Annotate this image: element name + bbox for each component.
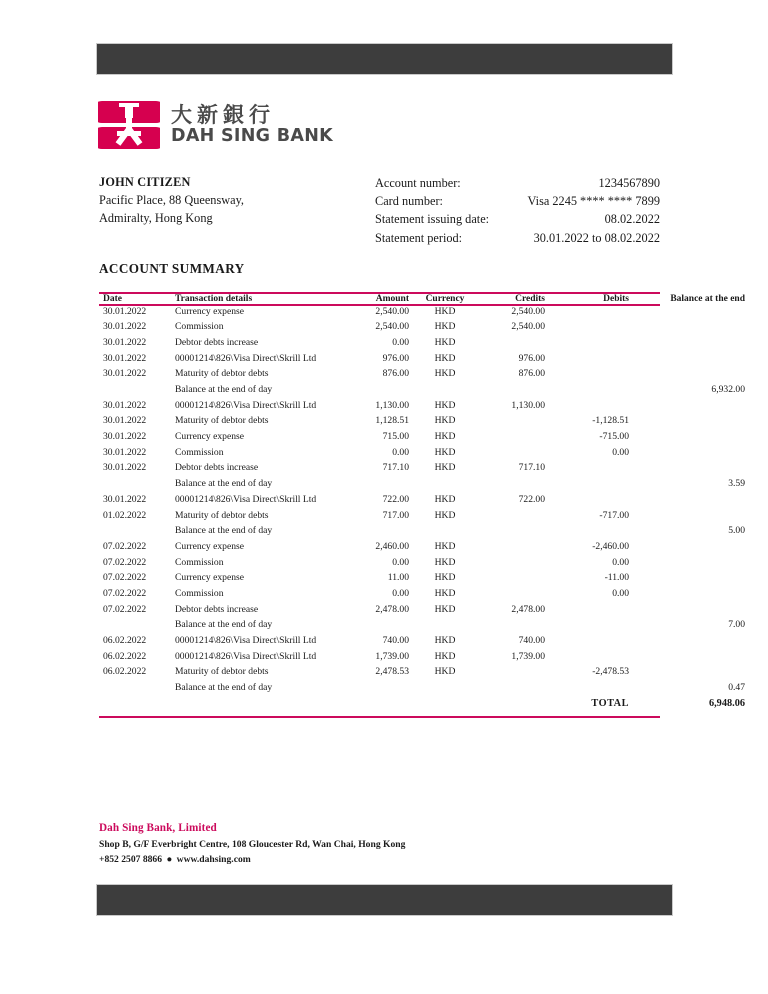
account-details-block — [375, 174, 660, 247]
section-title: ACCOUNT SUMMARY — [99, 261, 245, 276]
cell-date: 30.01.2022 — [103, 493, 147, 505]
cell-date: 07.02.2022 — [103, 556, 147, 568]
cell-details: Commission — [175, 556, 224, 568]
cell-date: 30.01.2022 — [103, 352, 147, 364]
cell-currency — [417, 478, 473, 494]
cell-date: 07.02.2022 — [103, 587, 147, 599]
account-detail-row — [375, 192, 660, 210]
cell-credits — [473, 510, 555, 526]
cell-details: Debtor debts increase — [175, 462, 259, 474]
cell-debits — [555, 368, 635, 384]
end-of-day-row — [99, 384, 747, 400]
cell-credits: 876.00 — [518, 368, 545, 380]
table-row — [99, 415, 747, 431]
cell-amount: 0.00 — [392, 587, 409, 599]
cell-date: 30.01.2022 — [103, 368, 147, 380]
cell-amount — [335, 525, 417, 541]
cell-currency: HKD — [434, 462, 456, 474]
cell-details: Balance at the end of day — [175, 384, 273, 396]
cell-credits — [473, 415, 555, 431]
cell-debits: 0.00 — [612, 556, 629, 568]
account-detail-row — [375, 174, 660, 192]
cell-currency: HKD — [434, 572, 456, 584]
cell-date: 30.01.2022 — [103, 462, 147, 474]
cell-details: 00001214\826\Visa Direct\Skrill Ltd — [175, 493, 317, 505]
cell-amount: 2,540.00 — [375, 321, 409, 333]
cell-debits — [555, 651, 635, 667]
table-bottom-rule — [99, 716, 660, 718]
cell-details: Debtor debts increase — [175, 336, 259, 348]
cell-balance — [635, 321, 747, 337]
column-header-details: Transaction details — [175, 294, 253, 305]
cell-credits — [473, 447, 555, 463]
cell-credits: 1,739.00 — [511, 650, 545, 662]
cell-date: 06.02.2022 — [103, 666, 147, 678]
top-decorative-bar — [97, 44, 672, 74]
bullet-separator-icon: ● — [166, 854, 173, 865]
cell-date: 30.01.2022 — [103, 336, 147, 348]
table-row — [99, 321, 747, 337]
total-label: TOTAL — [591, 697, 629, 709]
cell-balance — [635, 604, 747, 620]
cell-debits — [555, 478, 635, 494]
cell-balance — [635, 666, 747, 682]
cell-currency: HKD — [434, 666, 456, 678]
cell-credits: 1,130.00 — [511, 399, 545, 411]
table-row — [99, 666, 747, 682]
cell-currency: HKD — [434, 415, 456, 427]
account-detail-row — [375, 210, 660, 228]
customer-address-line-2: Admiralty, Hong Kong — [99, 211, 213, 226]
table-row — [99, 353, 747, 369]
cell-date: 06.02.2022 — [103, 650, 147, 662]
cell-credits: 722.00 — [518, 493, 545, 505]
cell-amount: 0.00 — [392, 336, 409, 348]
cell-amount: 1,739.00 — [375, 650, 409, 662]
column-header-currency: Currency — [425, 294, 465, 305]
footer-website[interactable]: www.dahsing.com — [176, 854, 251, 865]
cell-balance — [635, 572, 747, 588]
cell-details: Commission — [175, 321, 224, 333]
column-header-date: Date — [103, 294, 122, 305]
cell-debits: -1,128.51 — [592, 415, 629, 427]
cell-balance: 6,932.00 — [711, 384, 745, 396]
cell-amount: 740.00 — [382, 635, 409, 647]
cell-details: Balance at the end of day — [175, 478, 273, 490]
table-row — [99, 541, 747, 557]
cell-amount — [335, 478, 417, 494]
footer-contact — [99, 852, 405, 868]
cell-balance — [635, 353, 747, 369]
end-of-day-row — [99, 525, 747, 541]
cell-credits: 2,540.00 — [511, 321, 545, 333]
cell-balance — [635, 541, 747, 557]
cell-details: Debtor debts increase — [175, 603, 259, 615]
cell-debits — [555, 400, 635, 416]
cell-debits: 0.00 — [612, 446, 629, 458]
cell-amount: 722.00 — [382, 493, 409, 505]
cell-details: Currency expense — [175, 572, 244, 584]
table-row — [99, 588, 747, 604]
cell-currency: HKD — [434, 509, 456, 521]
cell-details: 00001214\826\Visa Direct\Skrill Ltd — [175, 650, 317, 662]
cell-debits — [555, 384, 635, 400]
cell-currency: HKD — [434, 603, 456, 615]
cell-debits: 0.00 — [612, 587, 629, 599]
cell-debits: -11.00 — [604, 572, 629, 584]
cell-debits: -2,478.53 — [592, 666, 629, 678]
total-spacer — [99, 698, 555, 716]
cell-amount — [335, 619, 417, 635]
cell-amount: 876.00 — [382, 368, 409, 380]
cell-date: 30.01.2022 — [103, 446, 147, 458]
cell-currency — [417, 525, 473, 541]
cell-credits: 2,478.00 — [511, 603, 545, 615]
transactions-table — [99, 294, 747, 304]
cell-balance — [635, 400, 747, 416]
customer-address-line-1: Pacific Place, 88 Queensway, — [99, 193, 245, 208]
cell-currency — [417, 619, 473, 635]
column-header-debits: Debits — [603, 294, 629, 305]
cell-credits — [473, 525, 555, 541]
cell-credits: 976.00 — [518, 352, 545, 364]
footer-phone: +852 2507 8866 — [99, 854, 163, 865]
account-detail-value: Visa 2245 **** **** 7899 — [527, 194, 660, 209]
cell-balance — [635, 368, 747, 384]
cell-amount: 0.00 — [392, 556, 409, 568]
cell-amount: 2,540.00 — [375, 305, 409, 317]
cell-date: 30.01.2022 — [103, 305, 147, 317]
cell-date — [99, 525, 161, 541]
table-row — [99, 651, 747, 667]
bank-logo — [98, 98, 333, 152]
cell-currency — [417, 384, 473, 400]
table-body — [99, 306, 747, 716]
cell-currency: HKD — [434, 540, 456, 552]
cell-currency: HKD — [434, 399, 456, 411]
cell-currency — [417, 682, 473, 698]
cell-balance: 7.00 — [728, 619, 745, 631]
cell-credits — [473, 337, 555, 353]
account-detail-value: 08.02.2022 — [604, 212, 660, 227]
end-of-day-row — [99, 619, 747, 635]
logo-name-cn: 大新銀行 — [171, 103, 275, 128]
cell-balance — [635, 462, 747, 478]
cell-credits: 740.00 — [518, 635, 545, 647]
cell-currency: HKD — [434, 587, 456, 599]
transactions-table-wrapper — [99, 292, 745, 718]
table-row — [99, 337, 747, 353]
cell-debits — [555, 525, 635, 541]
cell-amount: 715.00 — [382, 431, 409, 443]
table-row — [99, 604, 747, 620]
cell-debits — [555, 353, 635, 369]
cell-amount: 2,460.00 — [375, 540, 409, 552]
account-detail-label: Statement issuing date: — [375, 212, 490, 227]
cell-details: 00001214\826\Visa Direct\Skrill Ltd — [175, 635, 317, 647]
account-detail-row — [375, 229, 660, 247]
cell-balance — [635, 588, 747, 604]
transactions-table-body — [99, 306, 747, 716]
cell-balance — [635, 447, 747, 463]
cell-credits — [473, 572, 555, 588]
cell-credits: 2,540.00 — [511, 305, 545, 317]
logo-wordmark — [171, 104, 333, 145]
cell-credits — [473, 666, 555, 682]
cell-currency: HKD — [434, 368, 456, 380]
cell-credits: 717.10 — [518, 462, 545, 474]
table-row — [99, 431, 747, 447]
cell-currency: HKD — [434, 493, 456, 505]
footer-block — [99, 821, 405, 868]
cell-balance: 0.47 — [728, 682, 745, 694]
cell-credits — [473, 619, 555, 635]
account-detail-label: Statement period: — [375, 230, 463, 245]
cell-currency: HKD — [434, 446, 456, 458]
cell-currency: HKD — [434, 650, 456, 662]
cell-currency: HKD — [434, 321, 456, 333]
cell-balance — [635, 651, 747, 667]
cell-balance: 5.00 — [728, 525, 745, 537]
account-detail-label: Account number: — [375, 176, 461, 190]
cell-date — [99, 478, 161, 494]
cell-debits — [555, 619, 635, 635]
cell-credits — [473, 478, 555, 494]
table-row — [99, 494, 747, 510]
cell-amount: 2,478.00 — [375, 603, 409, 615]
footer-address: Shop B, G/F Everbright Centre, 108 Gloucester Rd, Wan Chai, Hong Kong — [99, 838, 406, 850]
cell-currency: HKD — [434, 305, 456, 317]
table-row — [99, 306, 747, 322]
total-value: 6,948.06 — [708, 697, 745, 709]
cell-details: Maturity of debtor debts — [175, 368, 269, 380]
cell-amount: 976.00 — [382, 352, 409, 364]
cell-date: 06.02.2022 — [103, 635, 147, 647]
cell-details: Maturity of debtor debts — [175, 509, 269, 521]
cell-amount: 1,130.00 — [375, 399, 409, 411]
cell-debits: -2,460.00 — [592, 540, 629, 552]
cell-credits — [473, 431, 555, 447]
table-row — [99, 447, 747, 463]
cell-currency: HKD — [434, 635, 456, 647]
cell-amount — [335, 384, 417, 400]
cell-debits: -717.00 — [599, 509, 629, 521]
cell-debits — [555, 462, 635, 478]
table-header-row — [99, 294, 747, 304]
cell-currency: HKD — [434, 431, 456, 443]
cell-credits — [473, 541, 555, 557]
cell-debits — [555, 306, 635, 322]
cell-date: 30.01.2022 — [103, 399, 147, 411]
table-row — [99, 400, 747, 416]
account-detail-value: 30.01.2022 to 08.02.2022 — [533, 230, 660, 245]
cell-details: Balance at the end of day — [175, 682, 273, 694]
cell-date — [99, 384, 161, 400]
table-head — [99, 294, 747, 304]
cell-balance — [635, 431, 747, 447]
cell-details: Balance at the end of day — [175, 619, 273, 631]
cell-details: Maturity of debtor debts — [175, 415, 269, 427]
table-row — [99, 368, 747, 384]
cell-debits — [555, 682, 635, 698]
table-row — [99, 557, 747, 573]
cell-balance — [635, 557, 747, 573]
cell-balance — [635, 510, 747, 526]
cell-currency: HKD — [434, 352, 456, 364]
cell-date: 30.01.2022 — [103, 415, 147, 427]
cell-credits — [473, 557, 555, 573]
cell-details: Commission — [175, 446, 224, 458]
cell-date: 01.02.2022 — [103, 509, 147, 521]
cell-amount: 1,128.51 — [375, 415, 409, 427]
cell-details: Commission — [175, 587, 224, 599]
cell-balance — [635, 635, 747, 651]
cell-amount: 2,478.53 — [375, 666, 409, 678]
cell-debits — [555, 337, 635, 353]
cell-credits — [473, 682, 555, 698]
cell-currency: HKD — [434, 556, 456, 568]
cell-amount: 717.10 — [382, 462, 409, 474]
cell-amount — [335, 682, 417, 698]
cell-debits — [555, 321, 635, 337]
cell-debits — [555, 635, 635, 651]
cell-debits — [555, 494, 635, 510]
customer-block — [99, 173, 244, 228]
cell-credits — [473, 588, 555, 604]
cell-date — [99, 682, 161, 698]
cell-date — [99, 619, 161, 635]
cell-balance — [635, 415, 747, 431]
cell-amount: 717.00 — [382, 509, 409, 521]
total-row — [99, 698, 747, 716]
logo-name-en: DAH SING BANK — [171, 126, 334, 147]
cell-date: 30.01.2022 — [103, 321, 147, 333]
cell-details: Currency expense — [175, 305, 244, 317]
cell-details: Maturity of debtor debts — [175, 666, 269, 678]
table-row — [99, 635, 747, 651]
cell-details: 00001214\826\Visa Direct\Skrill Ltd — [175, 399, 317, 411]
table-row — [99, 572, 747, 588]
footer-company-name: Dah Sing Bank, Limited — [99, 822, 217, 834]
cell-date: 07.02.2022 — [103, 603, 147, 615]
account-detail-value: 1234567890 — [598, 176, 660, 190]
cell-debits — [555, 604, 635, 620]
cell-balance — [635, 306, 747, 322]
column-header-balance: Balance at the end — [670, 294, 745, 305]
end-of-day-row — [99, 478, 747, 494]
table-row — [99, 462, 747, 478]
cell-details: Balance at the end of day — [175, 525, 273, 537]
cell-balance — [635, 337, 747, 353]
cell-amount: 0.00 — [392, 446, 409, 458]
cell-date: 07.02.2022 — [103, 540, 147, 552]
table-row — [99, 510, 747, 526]
dah-sing-logo-mark-icon — [98, 98, 160, 152]
cell-details: Currency expense — [175, 431, 244, 443]
cell-balance — [635, 494, 747, 510]
customer-name: JOHN CITIZEN — [99, 175, 191, 189]
cell-details: 00001214\826\Visa Direct\Skrill Ltd — [175, 352, 317, 364]
end-of-day-row — [99, 682, 747, 698]
account-detail-label: Card number: — [375, 194, 443, 209]
cell-credits — [473, 384, 555, 400]
cell-date: 07.02.2022 — [103, 572, 147, 584]
cell-debits: -715.00 — [599, 431, 629, 443]
column-header-amount: Amount — [375, 294, 409, 305]
cell-amount: 11.00 — [387, 572, 409, 584]
cell-currency: HKD — [434, 336, 456, 348]
column-header-credits: Credits — [515, 294, 545, 305]
cell-balance: 3.59 — [728, 478, 745, 490]
cell-details: Currency expense — [175, 540, 244, 552]
bottom-decorative-bar — [97, 885, 672, 915]
cell-date: 30.01.2022 — [103, 431, 147, 443]
